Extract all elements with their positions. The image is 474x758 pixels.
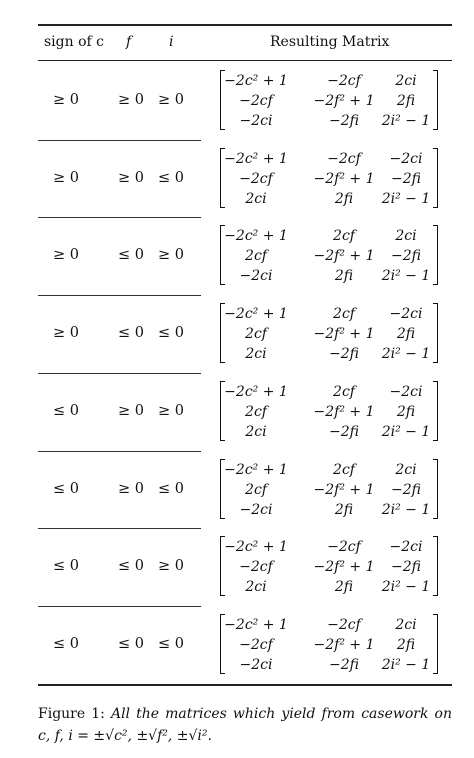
matrix-entry: 2cf	[245, 248, 267, 265]
matrix-entry: 2i² − 1	[381, 346, 431, 363]
table-row	[0, 140, 474, 218]
matrix-entry: −2cf	[327, 616, 361, 633]
matrix-entry: −2cf	[239, 93, 273, 109]
matrix-entry: −2c² + 1	[224, 616, 288, 633]
matrix-entry: −2c² + 1	[224, 228, 288, 245]
result-matrix	[220, 148, 438, 208]
matrix-entry: −2cf	[327, 539, 361, 556]
sign-c-cell: ≤ 0	[53, 480, 79, 497]
matrix-entry: 2i² − 1	[381, 579, 431, 596]
sign-i-cell: ≤ 0	[158, 635, 184, 652]
sign-f-cell: ≥ 0	[118, 169, 144, 186]
matrix-entry: −2ci	[239, 656, 273, 673]
matrix-right-bracket	[433, 459, 438, 519]
matrix-entry: 2fi	[334, 190, 354, 207]
sign-c-cell: ≥ 0	[53, 169, 79, 186]
sign-f-cell: ≤ 0	[118, 247, 144, 264]
matrix-entry: 2ci	[245, 346, 267, 363]
matrix-entry: −2fi	[329, 423, 359, 440]
table-row	[0, 217, 474, 295]
matrix-entry: 2cf	[333, 383, 355, 400]
sign-f-cell: ≤ 0	[118, 558, 144, 575]
table-row	[0, 373, 474, 451]
header-i	[169, 34, 173, 50]
sign-f-cell: ≥ 0	[118, 92, 144, 108]
matrix-right-bracket	[433, 148, 438, 208]
sign-c-cell: ≤ 0	[53, 402, 79, 419]
sign-c-cell: ≤ 0	[53, 635, 79, 652]
sign-c-cell: ≥ 0	[53, 325, 79, 342]
matrix-entry: −2f² + 1	[313, 170, 375, 187]
matrix-entry: −2c² + 1	[224, 383, 288, 400]
matrix-entry: 2fi	[396, 403, 416, 420]
matrix-entry: −2ci	[389, 539, 423, 556]
matrix-entry: −2f² + 1	[313, 403, 375, 420]
matrix-entry: 2cf	[333, 306, 355, 323]
matrix-entry: −2cf	[327, 73, 361, 89]
table-bottom-rule	[38, 684, 452, 686]
matrix-entry: −2fi	[391, 559, 421, 576]
matrix-entry: 2fi	[334, 501, 354, 518]
result-matrix	[220, 614, 438, 674]
matrix-entry: 2i² − 1	[381, 656, 431, 673]
matrix-entry: −2ci	[239, 113, 273, 129]
result-matrix	[220, 381, 438, 441]
result-matrix	[220, 459, 438, 519]
sign-c-cell: ≥ 0	[53, 247, 79, 264]
result-matrix	[220, 303, 438, 363]
matrix-entry: 2fi	[396, 93, 416, 109]
matrix-entry: −2f² + 1	[313, 248, 375, 265]
matrix-entry: −2ci	[389, 383, 423, 400]
matrix-entry: 2fi	[334, 268, 354, 285]
matrix-right-bracket	[433, 381, 438, 441]
sign-i-cell: ≤ 0	[158, 325, 184, 342]
matrix-entry: −2f² + 1	[313, 481, 375, 498]
result-matrix	[220, 70, 438, 130]
matrix-entry: −2cf	[327, 150, 361, 167]
matrix-right-bracket	[433, 536, 438, 596]
matrix-entry: 2ci	[395, 616, 417, 633]
caption-text: All the matrices which yield from casework on c, f, i = ±√c², ±√f², ±√i².	[38, 706, 452, 744]
sign-i-cell: ≥ 0	[158, 558, 184, 575]
matrix-entry: −2fi	[391, 481, 421, 498]
matrix-entry: 2i² − 1	[381, 501, 431, 518]
matrix-entry: −2c² + 1	[224, 150, 288, 167]
matrix-right-bracket	[433, 303, 438, 363]
matrix-entry: −2f² + 1	[313, 636, 375, 653]
sign-i-cell: ≥ 0	[158, 402, 184, 419]
matrix-entry: 2ci	[395, 228, 417, 245]
matrix-entry: 2fi	[396, 636, 416, 653]
matrix-entry: −2ci	[389, 150, 423, 167]
table-header-rule	[38, 60, 452, 61]
table-row	[0, 606, 474, 684]
matrix-entry: 2ci	[245, 190, 267, 207]
matrix-entry: −2f² + 1	[313, 93, 375, 109]
table-row	[0, 451, 474, 529]
matrix-entry: −2c² + 1	[224, 539, 288, 556]
matrix-entry: −2ci	[239, 501, 273, 518]
header-f-text: f	[126, 34, 132, 50]
header-f	[126, 34, 131, 50]
sign-f-cell: ≤ 0	[118, 635, 144, 652]
sign-i-cell: ≤ 0	[158, 169, 184, 186]
matrix-entry: −2fi	[329, 656, 359, 673]
table-top-rule	[38, 24, 452, 26]
matrix-entry: 2fi	[334, 579, 354, 596]
header-i-text: i	[169, 34, 174, 50]
matrix-entry: 2ci	[395, 73, 417, 89]
matrix-entry: 2ci	[245, 579, 267, 596]
header-resulting-matrix: Resulting Matrix	[270, 34, 390, 50]
matrix-entry: −2f² + 1	[313, 559, 375, 576]
sign-c-cell: ≥ 0	[53, 92, 79, 108]
matrix-entry: −2ci	[389, 306, 423, 323]
result-matrix	[220, 536, 438, 596]
matrix-entry: −2c² + 1	[224, 306, 288, 323]
sign-i-cell: ≥ 0	[158, 247, 184, 264]
table-row	[0, 295, 474, 373]
figure-caption	[38, 703, 452, 747]
matrix-entry: 2i² − 1	[381, 423, 431, 440]
sign-f-cell: ≥ 0	[118, 402, 144, 419]
matrix-entry: −2cf	[239, 636, 273, 653]
matrix-entry: −2cf	[239, 170, 273, 187]
table-row	[0, 528, 474, 606]
matrix-right-bracket	[433, 70, 438, 130]
matrix-entry: 2cf	[245, 326, 267, 343]
matrix-entry: −2fi	[329, 346, 359, 363]
matrix-entry: −2f² + 1	[313, 326, 375, 343]
matrix-entry: 2ci	[395, 461, 417, 478]
header-sign-of-c: sign of c	[44, 34, 104, 50]
matrix-entry: −2fi	[391, 248, 421, 265]
matrix-entry: 2i² − 1	[381, 268, 431, 285]
matrix-entry: −2c² + 1	[224, 461, 288, 478]
sign-i-cell: ≥ 0	[158, 92, 184, 108]
table-row	[0, 62, 474, 140]
matrix-entry: 2cf	[333, 228, 355, 245]
matrix-entry: 2fi	[396, 326, 416, 343]
caption-label: Figure 1:	[38, 706, 105, 722]
matrix-right-bracket	[433, 614, 438, 674]
matrix-entry: −2fi	[329, 113, 359, 129]
matrix-entry: −2fi	[391, 170, 421, 187]
matrix-entry: −2cf	[239, 559, 273, 576]
matrix-right-bracket	[433, 225, 438, 285]
matrix-entry: 2i² − 1	[381, 113, 431, 129]
sign-c-cell: ≤ 0	[53, 558, 79, 575]
sign-f-cell: ≤ 0	[118, 325, 144, 342]
matrix-entry: 2cf	[245, 403, 267, 420]
matrix-entry: 2cf	[333, 461, 355, 478]
matrix-entry: 2cf	[245, 481, 267, 498]
result-matrix	[220, 225, 438, 285]
matrix-entry: −2c² + 1	[224, 73, 288, 89]
sign-f-cell: ≥ 0	[118, 480, 144, 497]
matrix-entry: −2ci	[239, 268, 273, 285]
sign-i-cell: ≤ 0	[158, 480, 184, 497]
matrix-entry: 2ci	[245, 423, 267, 440]
matrix-entry: 2i² − 1	[381, 190, 431, 207]
